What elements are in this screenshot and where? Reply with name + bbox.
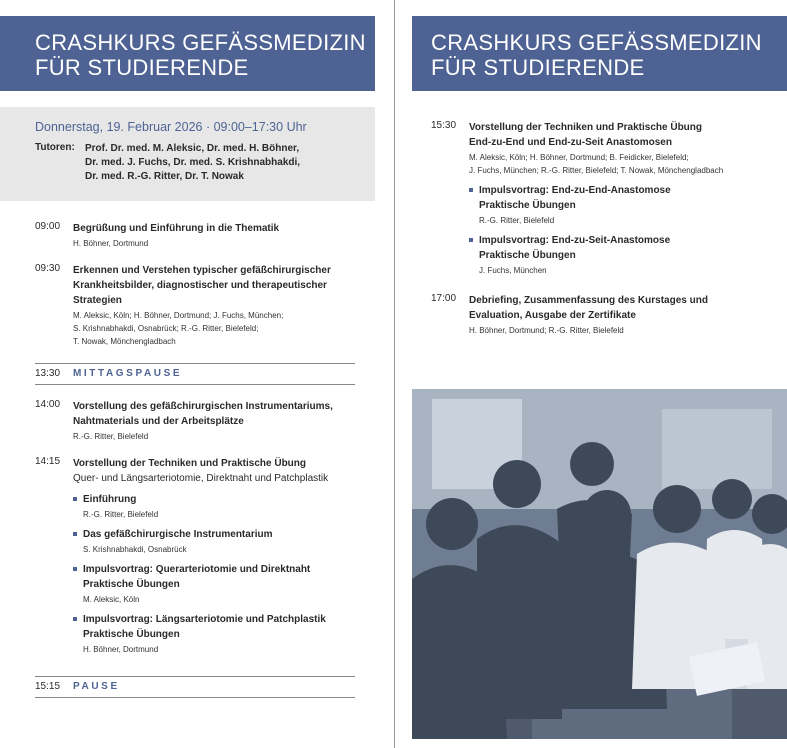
title-line: FÜR STUDIERENDE (431, 55, 645, 80)
item-speakers: H. Böhner, Dortmund; R.-G. Ritter, Bielefeld (469, 326, 624, 335)
bullet-item (73, 612, 328, 656)
bullet-title: Impulsvortrag: End-zu-End-Anastomose Praktische Übungen (479, 185, 671, 211)
info-box (0, 107, 375, 201)
bullet-title: Impulsvortrag: Querarteriotomie und Direktnaht Praktische Übungen (83, 564, 311, 590)
title-banner (0, 16, 375, 91)
break-label: MITTAGSPAUSE (73, 368, 183, 379)
tutor-line: Dr. med. R.-G. Ritter, Dr. T. Nowak (85, 171, 244, 182)
title-line: CRASHKURS GEFÄSSMEDIZIN (35, 30, 366, 55)
break-time: 13:30 (35, 368, 61, 379)
bullet-speakers: R.-G. Ritter, Bielefeld (83, 510, 159, 519)
bullet-marker (469, 238, 473, 242)
title-line: CRASHKURS GEFÄSSMEDIZIN (431, 30, 762, 55)
item-subtitle: Quer- und Längsarteriotomie, Direktnaht und Patchplastik (73, 473, 329, 484)
item-time: 09:30 (35, 263, 61, 274)
bullet-marker (469, 188, 473, 192)
bullet-item (469, 183, 723, 227)
tutor-line: Dr. med. J. Fuchs, Dr. med. S. Krishnabhakdi, (85, 157, 301, 168)
bullet-speakers: S. Krishnabhakdi, Osnabrück (83, 545, 187, 554)
tutor-line: Prof. Dr. med. M. Aleksic, Dr. med. H. Böhner, (85, 143, 300, 154)
bullet-speakers: M. Aleksic, Köln (83, 595, 140, 604)
item-time: 15:30 (431, 120, 457, 131)
item-speakers: H. Böhner, Dortmund (73, 239, 149, 248)
tutors-label: Tutoren: (35, 142, 75, 153)
bullet-title: Das gefäßchirurgische Instrumentarium (83, 529, 273, 540)
item-title: Vorstellung des gefäßchirurgischen Instrumentariums, Nahtmaterials und der Arbeitsplätze (73, 401, 333, 427)
title-line: FÜR STUDIERENDE (35, 55, 249, 80)
bullet-item (73, 562, 328, 606)
item-time: 14:15 (35, 456, 61, 467)
tutors-list (85, 142, 300, 184)
bullet-speakers: R.-G. Ritter, Bielefeld (479, 216, 555, 225)
team-photo (412, 389, 787, 739)
item-title: Begrüßung und Einführung in die Thematik (73, 223, 280, 234)
bullet-title: Einführung (83, 494, 137, 505)
bullet-item (73, 527, 328, 556)
break-time: 15:15 (35, 681, 61, 692)
bullet-marker (73, 617, 77, 621)
item-speakers: R.-G. Ritter, Bielefeld (73, 432, 149, 441)
item-title: Debriefing, Zusammenfassung des Kurstages und Evaluation, Ausgabe der Zertifikate (469, 295, 708, 321)
coffee-break (35, 676, 355, 698)
break-label: PAUSE (73, 681, 120, 692)
title-banner (412, 16, 787, 91)
bullet-speakers: J. Fuchs, München (479, 266, 547, 275)
item-title: Vorstellung der Techniken und Praktische Übung (73, 458, 306, 469)
item-time: 17:00 (431, 293, 457, 304)
item-speakers: M. Aleksic, Köln; H. Böhner, Dortmund; J. Fuchs, München; S. Krishnabhakdi, Osnabrück; R.-G. Ritter, Bielefeld; T. Nowak, Mönchengladbach (73, 311, 284, 346)
bullet-marker (73, 567, 77, 571)
item-time: 09:00 (35, 221, 61, 232)
item-speakers: M. Aleksic, Köln; H. Böhner, Dortmund; B. Feidicker, Bielefeld; J. Fuchs, München; R.-G. Ritter, Bielefeld; T. Nowak, Mönchengladbach (469, 153, 724, 175)
bullet-item (469, 233, 723, 277)
bullet-marker (73, 497, 77, 501)
item-time: 14:00 (35, 399, 61, 410)
item-title: Erkennen und Verstehen typischer gefäßchirurgischer Krankheitsbilder, diagnostischer und therapeutischer Strategien (73, 265, 331, 306)
bullet-title: Impulsvortrag: End-zu-Seit-Anastomose Praktische Übungen (479, 235, 671, 261)
event-date: Donnerstag, 19. Februar 2026 · 09:00–17:30 Uhr (35, 120, 307, 134)
item-title: Vorstellung der Techniken und Praktische Übung End-zu-End und End-zu-Seit Anastomosen (469, 122, 702, 148)
bullet-item (73, 492, 328, 521)
lunch-break (35, 363, 355, 385)
bullet-marker (73, 532, 77, 536)
bullet-title: Impulsvortrag: Längsarteriotomie und Patchplastik Praktische Übungen (83, 614, 326, 640)
bullet-speakers: H. Böhner, Dortmund (83, 645, 159, 654)
